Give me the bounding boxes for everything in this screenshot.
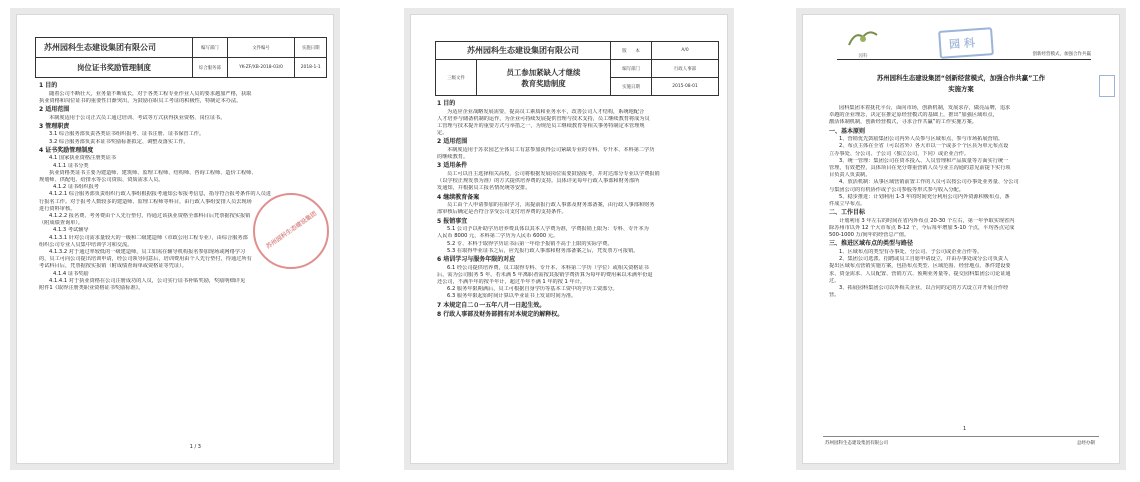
approval-stamp (938, 27, 994, 59)
seal-text: 苏州园科生态建设集团 (264, 210, 319, 251)
meta-label: 版 本 (611, 42, 652, 60)
body-text-line: 计划利用 3 年左右的时间在省内外布点 20-30 个左右，第一年争取实现省内 (839, 217, 1015, 224)
body-text-line: 提出区域布点营销实施方案，包括布点类型、区域范围、经营地点、条件建设要 (829, 263, 1011, 270)
document-header-table (435, 41, 719, 96)
stamp-text: 园科 (948, 36, 980, 52)
body-text-line: 人才培养与储备机制的运作，为企业可持续发展提供管理与技术支持，员工继续教育将成为员 (437, 115, 650, 122)
section-heading: 二、工作目标 (829, 209, 866, 217)
section-heading: 3 管理职责 (39, 122, 70, 130)
body-text-line: 4.1.2.2 报名费、考务费由个人先行垫付，待通过该执业资格全部科目后凭票据按实报销 (49, 213, 251, 220)
meta-label: 编写部门 (611, 60, 652, 78)
meta-value: 综合服务部 (193, 58, 228, 78)
body-text-line: 1、区域布点的类型有办事处、分公司、子公司或企业合作等。 (839, 249, 983, 256)
body-text-line: 3.1 综合服务部负责各类证书组织报考、证书注册、证书保管工作。 (49, 131, 205, 138)
section-heading: 4 证书奖励管理制度 (39, 146, 94, 154)
body-text-line: 与集团公司的有机协作或子公司参股等形式参与收入分配。 (829, 186, 964, 193)
meta-label: 编写部门 (193, 38, 228, 58)
company-logo (845, 27, 881, 59)
body-text-line: 随着公司不断壮大，业务量不断成长，对于各类工程专业作业人员的要求越加严格，获取 (49, 90, 252, 97)
body-text-line: 后，需为公司服务 5 年。若未满 5 年离职者需按其报销学费折算为每年的费用乘以未满年份退 (437, 271, 653, 278)
meta-value: A/0 (652, 42, 719, 60)
body-text-line: 人民币 8000 元，本科第二学历为人民币 6000 元。 (437, 233, 559, 240)
header-rule (837, 59, 1091, 60)
company-name: 苏州园科生态建设集团有限公司 (36, 38, 193, 58)
document-page (16, 14, 334, 464)
body-text-line: 4.1.3.2 对于通过率较低的一级建造师，员工如需在辅导机构报名参加现场或网络学习 (49, 249, 246, 256)
logo-caption: 园科 (858, 54, 868, 59)
document-body (829, 105, 1105, 299)
title-line-2: 教育奖励制度 (521, 78, 566, 88)
body-text-line: （以学校正规发票为准）的方式提供培养费的支持。具体详见每年行政人事部和财务部所 (437, 178, 640, 185)
header-caption: 创新经营模式，加强合作共赢 (1032, 52, 1091, 57)
body-text-line: 激活体制机制，创新经营模式，寻求合作共赢”的工作实施方案。 (829, 119, 977, 126)
body-text-line: 组织公司专业人员集中培训学习和交流。 (39, 241, 133, 248)
document-title: 岗位证书奖励管理制度 (36, 58, 193, 78)
document-type: 三级文件 (436, 60, 477, 96)
body-text-line: 执业资格和岗位证书的重要性日渐突出，为鼓励在职员工考证的积极性，特制定本办法。 (39, 97, 242, 104)
body-text-line: 5.3 在取得毕业证书之后，应先报行政人事部和财务部备案之后，凭发票方可报销。 (447, 247, 639, 254)
section-heading: 5 报销事宜 (437, 217, 468, 225)
body-text-line: 园科集团本着抚托平台，面向市场，创新机制，发展求存，做亮品牌，追求 (839, 105, 1011, 111)
meta-value: 2018-1-1 (295, 58, 327, 78)
section-heading: 4 继续教育备案 (437, 193, 480, 201)
body-text-line: 发通知，并根据员工报名情况统等安排。 (437, 185, 531, 192)
body-text-line: 员工可以自主选择相关高校，公司将根据发展岗位需要鼓励报考，并对达部分专业以学费报销 (447, 171, 660, 177)
body-text-line: 5.1 公司予以补助学历培养费具体以其本人学费为准，学费报销上限为：专科、专升本为 (447, 226, 649, 233)
section-heading: 三、推进区域布点的类型与路径 (829, 240, 914, 248)
body-text-line: 工管理与技术提升的重要方式与举措之一，为规范员工继续教育等相关事务特制定本管理规 (437, 123, 645, 129)
meta-label: 文件编号 (227, 38, 295, 58)
body-text-line: 3、拓展园科集团公司以外相关企业，以合同的定的方式设立并开展合作经 (839, 285, 1009, 292)
document-thumbnail-1[interactable] (10, 8, 340, 470)
logo-icon (845, 27, 881, 49)
body-text-line: 目负责人负责制。 (829, 172, 871, 179)
body-text-line: 本制度适用于苏农园艺全体员工有意参加获得公司紧缺专业的专科、专升本、本科第二学历 (447, 147, 655, 153)
body-text-line: 附件1《取得注册类职业资格证书奖励标准》。 (39, 285, 144, 292)
body-text-line: 6.2 服务年限期满后，员工可根据自身学历等基本工资中的学历工资部分。 (447, 286, 618, 293)
body-text-line: 还公司，不满半年的按半年计，超过半年不满 1 年的按 1 年计。 (437, 279, 586, 286)
section-heading: 一、基本原则 (829, 127, 866, 135)
document-title (827, 73, 1095, 95)
body-text-line: 执业资格类证书主要为建造师、建筑师、监理工程师、结构师、咨询工程师、造价工程师、 (49, 169, 257, 176)
body-text-line: 考试科目后，凭票据按实报销（附成绩查询单或资格证等凭证）。 (39, 263, 187, 270)
company-name: 苏州园科生态建设集团有限公司 (436, 42, 611, 60)
body-text-line: 4.1.2.1 综合服务部负责组织行政人事组根据报考通知公布报考信息，指导符合报考条件的人员进 (49, 191, 272, 198)
document-body (437, 99, 723, 320)
body-text-line: 员工由个人申请参加的在职学习，需提前报行政人事部及财务部备案，由行政人事部和财务 (447, 202, 655, 209)
section-heading: 2 适用范围 (39, 106, 70, 113)
footer-company: 苏州园科生态建设集团有限公司 (825, 441, 888, 446)
section-heading: 3 适用条件 (437, 162, 468, 170)
body-text-line: 4.1.3.1 针对公司需求量较大的一级和二级建造师（市政公用工程专业），由综合服务部 (49, 234, 248, 241)
body-text-line: 件成立早布点。 (829, 201, 866, 208)
document-header-table (35, 37, 327, 78)
document-page (410, 14, 728, 464)
title-line-1: 员工参加紧缺人才继续 (506, 67, 581, 77)
section-heading: 1 目的 (437, 100, 456, 107)
footer-author: 总经办制 (1077, 441, 1095, 446)
body-text-line: 1、营销优先鼓励集团公司内外人员参与区域布点，参与市场拓展营销。 (839, 136, 1004, 143)
section-heading: 8 行政人事部及财务部拥有对本规定的解释权。 (437, 311, 564, 319)
document-page (802, 14, 1120, 464)
section-heading: 1 目的 (39, 82, 58, 89)
body-text-line: 部审核后确定是否符合享受公司支付培养费的支持条件。 (437, 209, 567, 216)
meta-value: 行政人事部 (652, 60, 719, 78)
meta-label: 实施日期 (295, 38, 327, 58)
body-text-line: 为适应企业战略发展需要，提高员工素质和业务水平，改善公司人才结构，系统地配合 (447, 108, 645, 115)
section-heading: 6 培训学习与服务年限的对应 (437, 256, 516, 264)
body-text-line: 2、集团公司选派、招聘或员工自愿申请设立，并由办事处或分公司负责人 (839, 256, 1009, 263)
body-text-line: 管理，有效把控，具体项目在充分尊重营销人员与业主沟通的意见前提下实行项 (829, 165, 1011, 172)
body-text-line: 过。 (829, 277, 840, 284)
body-text-line: 行报名工作。对于报考人数较多的建造师、监理工程师等科目，由行政人事组安排人员去现场 (39, 198, 252, 205)
meta-label: 实施日期 (611, 78, 652, 96)
body-text-line: 4.1.4.1 对于执业资格在公司注册成功的人员，公司实行证书补贴奖励，奖励明细详见 (49, 277, 246, 284)
body-text-line: 求、资金需求、人员配置、营销方式、预期业务量等，提交园科集团公司论证通 (829, 270, 1011, 277)
body-text-line: 6.1 经公司提供培养费，员工取得专科、专升本、本科第二学历（学位）或相关资格证书 (447, 264, 649, 271)
meta-value: YK-ZF/XB-2018-03/0 (227, 58, 295, 78)
document-title (477, 60, 611, 96)
body-text-line: 除苏州市以外 12 个大市布点 8-12 个，今后每年增加 5-10 个点，平均各点完成 (829, 225, 1015, 232)
side-stamp (1099, 75, 1115, 97)
body-text-line: 5、稳步推进：计划利用 1-3 年的时间充分利用公司内外资源积极布点，条 (839, 193, 1010, 200)
body-text-line: 4.1 国家执业资格注册类证书 (49, 155, 116, 162)
document-thumbnail-2[interactable] (404, 8, 734, 470)
body-text-line: 4.1.3 考试辅导 (53, 227, 89, 234)
body-text-line: 的继续教育。 (437, 154, 469, 161)
body-text-line: 的，员工可向公司提出培训申请，经公司领导同意后，培训费用由个人先行垫付，待通过所有 (39, 256, 252, 263)
title-line-1: 苏州园科生态建设集团“创新经营模式，加强合作共赢”工作 (876, 74, 1046, 82)
body-text-line: 500-1000 万/间年的经营总产值。 (829, 232, 910, 239)
body-text-line: 营。 (829, 292, 840, 299)
body-text-line: 立办事处、分公司、子公司（独立公司，下同）或企业合作。 (829, 150, 970, 157)
body-text-line: 4.1.1 证书分类 (53, 162, 89, 169)
body-text-line: 4.1.2 证书组织报考 (53, 184, 99, 191)
section-heading: 7 本规定自二０一五年八月一日起生效。 (437, 301, 546, 309)
page-number: 1 / 3 (189, 444, 201, 450)
meta-value: 2015-08-01 (652, 78, 719, 96)
body-text-line: 3.2 综合服务部负责本证书奖励标准拟定、调整及落实工作。 (49, 138, 189, 145)
section-heading: 2 适用范围 (437, 138, 468, 146)
footer-rule (823, 436, 1099, 437)
body-text-line: 5.2 专、本科于取得学历证书后第一年给予报销不高于上限的实际学费。 (447, 240, 613, 247)
page-number: 1 (963, 426, 967, 432)
title-line-2: 实施方案 (948, 85, 974, 93)
body-text-line: 规划师、供配电、给排水等公司资质、资质需求人员。 (39, 177, 164, 183)
body-text-line: 进行资料审核。 (39, 205, 76, 212)
body-text-line: 定。 (437, 130, 448, 137)
body-text-line: 3、统一管理：集团公司在资本投入、人员管理和产品质量等方面实行统一 (839, 157, 1009, 164)
document-thumbnail-3[interactable] (796, 8, 1126, 470)
body-text-line: （附成绩查询单）。 (39, 220, 84, 227)
body-text-line: 卓越的企业理念，决定在推定原经营模式的基础上，推出“加强区域布点， (829, 112, 998, 119)
body-text-line: 2、布点主体在全省（可以省外）各大市以一个或多个个区县为单元布点设 (839, 143, 1009, 150)
body-text-line: 4、放活机制：从事区域营销前置工作的人员可以按公司办事处业务量、分公司 (839, 179, 1019, 186)
body-text-line: 6.3 服务年限起始时间计算以毕业证书上发证时间为准。 (447, 293, 577, 300)
body-text-line: 本制度适用于公司正式员工通过培训、考试等方式获得执业资格、岗位证书。 (49, 114, 226, 121)
company-seal (253, 193, 329, 269)
body-text-line: 4.1.4 证书奖励 (53, 270, 89, 277)
